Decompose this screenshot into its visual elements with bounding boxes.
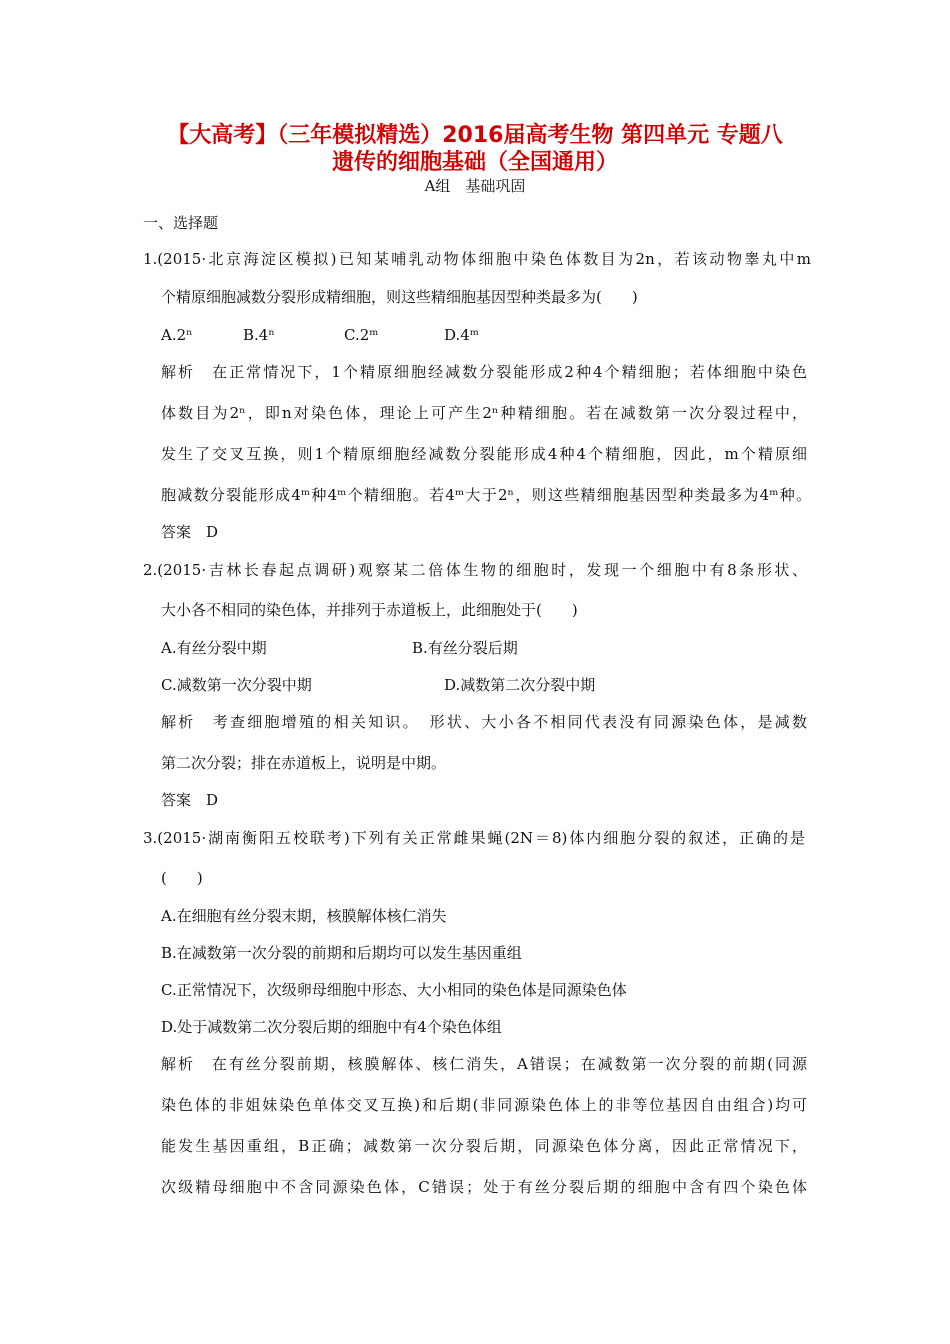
q2-option-b: B.有丝分裂后期: [412, 639, 518, 657]
q3-option-a: A.在细胞有丝分裂末期，核膜解体核仁消失: [161, 907, 447, 925]
q1-analysis-line-4: 胞减数分裂能形成4ᵐ种4ᵐ个精细胞。若4ᵐ大于2ⁿ，则这些精细胞基因型种类最多为4ᵐ种。: [161, 486, 811, 504]
q3-option-c: C.正常情况下，次级卵母细胞中形态、大小相同的染色体是同源染色体: [161, 981, 627, 999]
title-line-2: 遗传的细胞基础（全国通用）: [331, 150, 618, 175]
title-line-1: 【大高考】（三年模拟精选）2016届高考生物 第四单元 专题八: [167, 123, 783, 148]
q1-option-d: D.4ᵐ: [444, 326, 480, 344]
q1-stem-line-1: 1.(2015·北京海淀区模拟)已知某哺乳动物体细胞中染色体数目为2n，若该动物睾丸中m: [143, 250, 811, 268]
q2-stem-line-1: 2.(2015·吉林长春起点调研)观察某二倍体生物的细胞时，发现一个细胞中有8条形状、: [143, 561, 807, 579]
q3-stem-line-1: 3.(2015·湖南衡阳五校联考)下列有关正常雌果蝇(2N＝8)体内细胞分裂的叙述，正确的是: [143, 829, 805, 847]
q3-analysis-line-2: 染色体的非姐妹染色单体交叉互换)和后期(非同源染色体上的非等位基因自由组合)均可: [161, 1096, 807, 1114]
group-heading: A组 基础巩固: [424, 177, 526, 195]
q1-stem-line-2: 个精原细胞减数分裂形成精细胞，则这些精细胞基因型种类最多为( ): [161, 288, 638, 306]
q3-stem-line-2: ( ): [161, 869, 203, 887]
q2-answer: 答案 D: [161, 791, 219, 809]
q3-analysis-line-1: 解析 在有丝分裂前期，核膜解体、核仁消失，A错误；在减数第一次分裂的前期(同源: [161, 1055, 807, 1073]
q3-analysis-line-4: 次级精母细胞中不含同源染色体，C错误；处于有丝分裂后期的细胞中含有四个染色体: [161, 1178, 807, 1196]
q2-analysis-line-1: 解析 考查细胞增殖的相关知识。 形状、大小各不相同代表没有同源染色体，是减数: [161, 713, 807, 731]
q1-analysis-line-1: 解析 在正常情况下，1个精原细胞经减数分裂能形成2种4个精细胞；若体细胞中染色: [161, 363, 807, 381]
q2-option-a: A.有丝分裂中期: [161, 639, 267, 657]
q3-option-d: D.处于减数第二次分裂后期的细胞中有4个染色体组: [161, 1018, 502, 1036]
q2-option-c: C.减数第一次分裂中期: [161, 676, 312, 694]
q2-option-d: D.减数第二次分裂中期: [444, 676, 596, 694]
q1-analysis-line-3: 发生了交叉互换，则1个精原细胞经减数分裂能形成4种4个精细胞，因此，m个精原细: [161, 445, 807, 463]
q1-option-b: B.4ⁿ: [243, 326, 275, 344]
q1-answer: 答案 D: [161, 523, 219, 541]
q3-option-b: B.在减数第一次分裂的前期和后期均可以发生基因重组: [161, 944, 522, 962]
q2-stem-line-2: 大小各不相同的染色体，并排列于赤道板上，此细胞处于( ): [161, 601, 578, 619]
q2-analysis-line-2: 第二次分裂；排在赤道板上，说明是中期。: [161, 754, 447, 772]
q1-analysis-line-2: 体数目为2ⁿ，即n对染色体，理论上可产生2ⁿ种精细胞。若在减数第一次分裂过程中，: [161, 404, 807, 422]
q3-analysis-line-3: 能发生基因重组，B正确；减数第一次分裂后期，同源染色体分离，因此正常情况下，: [161, 1137, 807, 1155]
q1-option-a: A.2ⁿ: [161, 326, 193, 344]
q1-option-c: C.2ᵐ: [344, 326, 379, 344]
section-heading: 一、选择题: [143, 214, 219, 232]
